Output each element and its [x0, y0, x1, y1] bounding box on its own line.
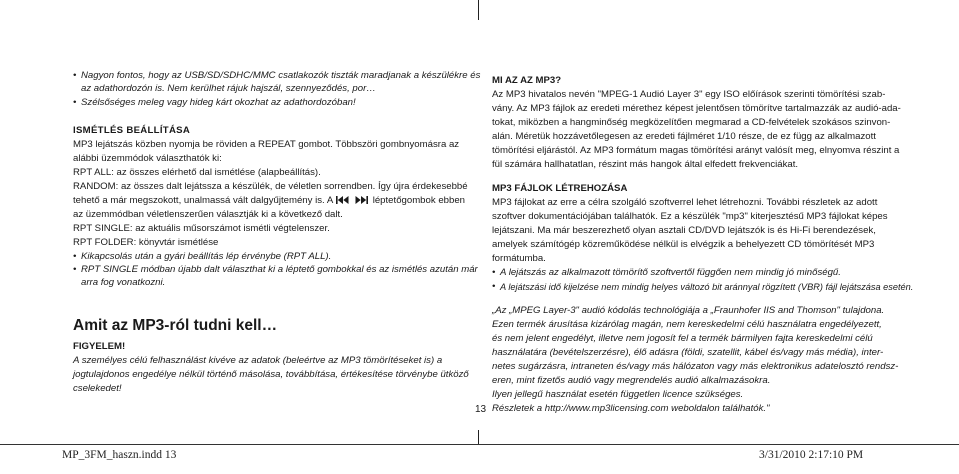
create-line-1: MP3 fájlokat az erre a célra szolgáló szoftverrel lehet létrehozni. További részletek az adott	[492, 197, 878, 208]
whatis-heading: MI AZ AZ MP3?	[492, 75, 562, 86]
create-bullet-2: A lejátszási idő kijelzése nem mindig helyes változó bit aránnyal rögzített (VBR) fájl lejátszása esetén.	[500, 282, 914, 292]
create-bullet-1: A lejátszás az alkalmazott tömörítő szoftvertől függően nem mindig jó minőségű.	[500, 267, 841, 278]
crop-mark	[478, 430, 479, 444]
create-line-4: amelyek számítógép közreműködése nélkül is elvégzik a behelyezett CD tömörítését MP3	[492, 239, 875, 250]
create-line-5: formátumba.	[492, 253, 546, 264]
rpt-folder-text: RPT FOLDER: könyvtár ismétlése	[73, 237, 219, 248]
license-line-5: netes sugárzásra, intraneten és/vagy más hálózaton vagy más elektronikus adatelosztó rendsz-	[492, 361, 899, 372]
warning-text-line-3: cselekedet!	[73, 383, 122, 394]
bullet: •	[492, 267, 496, 278]
bullet: •	[492, 281, 496, 292]
rpt-all-text: RPT ALL: az összes elérhető dal ismétlése (alapbeállítás).	[73, 167, 321, 178]
repeat-heading: ISMÉTLÉS BEÁLLÍTÁSA	[73, 125, 191, 136]
license-line-4: használatára (bevételszerzésre), élő adásra (földi, szatellit, kábel és/vagy más média), inter-	[492, 347, 884, 358]
license-line-8: Részletek a http://www.mp3licensing.com weboldalon találhatók."	[492, 403, 770, 414]
bullet: •	[73, 251, 77, 262]
footer-rule	[0, 444, 959, 445]
crop-mark	[478, 0, 479, 20]
warning-text-line-2: jogtulajdonos engedélye nélkül történő másolása, továbbítása, értékesítése törvénybe ütköző	[73, 369, 469, 380]
rpt-single-text: RPT SINGLE: az aktuális műsorszámot ismétli végtelenszer.	[73, 223, 330, 234]
whatis-line-6: fül számára hallhatatlan, részint más hangok által elfedett frekvenciákat.	[492, 159, 799, 170]
footer-filename: MP_3FM_haszn.indd 13	[62, 449, 177, 461]
bullet: •	[73, 264, 77, 275]
random-text-line-2	[73, 195, 465, 207]
random-text-line-3: az üzemmódban véletlenszerűen választják ki a következő dalt.	[73, 209, 343, 220]
next-track-icon	[355, 196, 369, 204]
random-text-line-2-a: tehető a már megszokott, unalmassá vált dalgyűjtemény is. A	[73, 195, 333, 206]
repeat-text-line-1: MP3 lejátszás közben nyomja be röviden a REPEAT gombot. Többszöri gombnyomásra az	[73, 139, 460, 150]
footer-datetime: 3/31/2010 2:17:10 PM	[759, 449, 864, 461]
random-text-line-1: RANDOM: az összes dalt lejátssza a készülék, de véletlen sorrendben. Így újra érdekesebbé	[73, 181, 468, 192]
bullet: •	[73, 97, 77, 108]
bullet: •	[73, 70, 77, 81]
warning-label: FIGYELEM!	[73, 341, 126, 352]
create-heading: MP3 FÁJLOK LÉTREHOZÁSA	[492, 183, 628, 194]
repeat-bullet-2-line-1: RPT SINGLE módban újabb dalt választhat ki a léptető gombokkal és az ismétlés azután már	[81, 264, 478, 275]
repeat-bullet-1: Kikapcsolás után a gyári beállítás lép érvénybe (RPT ALL).	[81, 251, 332, 262]
page-number: 13	[475, 404, 487, 415]
create-line-3: lejátszani. Ma már beszerezhető olyan asztali CD/DVD lejátszók is és Hi-Fi berendezések,	[492, 225, 876, 236]
intro-bullet-2: Szélsőséges meleg vagy hideg kárt okozhat az adathordozóban!	[81, 97, 356, 108]
whatis-line-2: vány. Az MP3 fájlok az eredeti mérethez képest jelentősen tömörítve tartalmazzák az audió-ada-	[492, 103, 901, 114]
whatis-line-5: tömörítési eljárástól. Az MP3 formátum magas tömörítési arányt valósít meg, elnyomva részint a	[492, 145, 900, 156]
license-line-2: Ezen termék árusítása kizárólag magán, nem kereskedelmi célú használatra engedélyezett,	[492, 319, 882, 330]
intro-bullet-1-line-2: az adathordozón is. Nem kerülhet rájuk hajszál, szennyeződés, por…	[81, 83, 376, 94]
license-line-6: eren, mint fizetős audió vagy megrendelés audió alkalmazásokra.	[492, 375, 771, 386]
whatis-line-3: tokat, miközben a hangminőség megközelítően megmarad a CD-felvételek szokásos szinvon-	[492, 117, 891, 128]
whatis-line-1: Az MP3 hivatalos nevén "MPEG-1 Audió Layer 3" egy ISO előírások szerinti tömörítési szab-	[492, 89, 886, 100]
repeat-bullet-2-line-2: arra fog vonatkozni.	[81, 277, 166, 288]
intro-bullet-1-line-1: Nagyon fontos, hogy az USB/SD/SDHC/MMC csatlakozók tiszták maradjanak a készülékre és	[81, 70, 481, 81]
license-line-3: és nem jelent engedélyt, illetve nem jogosít fel a termék bármilyen fajta kereskedelmi célú	[492, 333, 873, 344]
license-line-7: Ilyen jellegű használat esetén független licence szükséges.	[492, 389, 744, 400]
random-text-line-2-b: léptetőgombok ebben	[372, 195, 465, 206]
previous-track-icon	[336, 196, 350, 204]
create-line-2: szoftver dokumentációjában találhatók. Ez a készülék "mp3" kiterjesztésű MP3 fájlokat képes	[492, 211, 888, 222]
warning-text-line-1: A személyes célú felhasználást kivéve az adatok (beleértve az MP3 tömörítéseket is) a	[73, 355, 443, 366]
license-line-1: „Az „MPEG Layer-3" audió kódolás technológiája a „Fraunhofer IIS and Thomson" tulajdona.	[492, 305, 885, 316]
repeat-text-line-2: alábbi üzemmódok választhatók ki:	[73, 153, 222, 164]
section-title: Amit az MP3-ról tudni kell…	[73, 317, 278, 334]
whatis-line-4: alán. Méretük hozzávetőlegesen az eredeti fájlméret 1/10 része, de ez függ az alkalmazott	[492, 131, 876, 142]
